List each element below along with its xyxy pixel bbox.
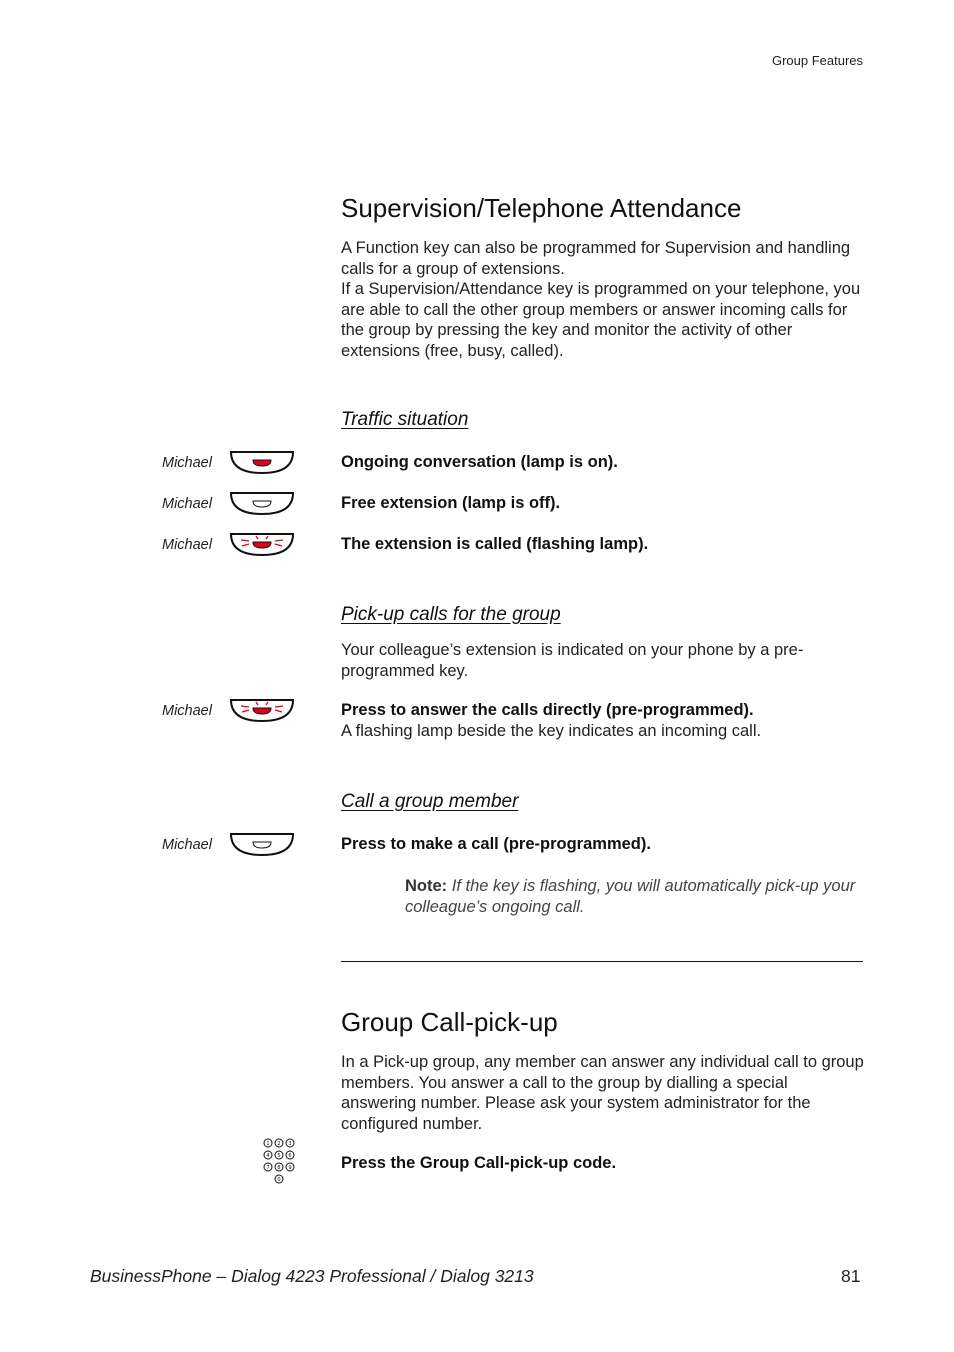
function-key-lamp-on-icon — [229, 449, 295, 475]
group-pickup-instruction: Press the Group Call-pick-up code. — [341, 1154, 617, 1172]
svg-text:3: 3 — [288, 1141, 292, 1147]
subheading-call-member: Call a group member — [341, 791, 519, 812]
key-label-michael: Michael — [162, 703, 212, 719]
key-label-michael: Michael — [162, 496, 212, 512]
key-label-michael: Michael — [162, 837, 212, 853]
traffic-text-called: The extension is called (flashing lamp). — [341, 535, 649, 553]
running-header: Group Features — [771, 53, 863, 68]
traffic-text-free: Free extension (lamp is off). — [341, 494, 561, 512]
svg-text:8: 8 — [277, 1165, 281, 1171]
section-title-supervision: Supervision/Telephone Attendance — [341, 193, 742, 223]
pickup-instruction: Press to answer the calls directly (pre-programmed). — [341, 701, 754, 719]
function-key-lamp-flashing-icon — [229, 697, 295, 723]
group-pickup-description: In a Pick-up group, any member can answer any individual call to group members. You answer a call to the group by dialling a special answering number. Please ask your system administrator for the configured number. — [341, 1053, 864, 1133]
call-member-instruction: Press to make a call (pre-programmed). — [341, 835, 651, 853]
supervision-description — [341, 238, 866, 361]
section-title-group-pickup: Group Call-pick-up — [341, 1007, 558, 1037]
note — [405, 876, 860, 917]
subheading-pickup-calls: Pick-up calls for the group — [341, 604, 561, 625]
key-label-michael: Michael — [162, 537, 212, 553]
note-text: If the key is flashing, you will automatically pick-up your colleague’s ongoing call. — [405, 877, 856, 916]
function-key-lamp-off-icon — [229, 831, 295, 857]
svg-text:1: 1 — [266, 1141, 270, 1147]
subheading-traffic-situation: Traffic situation — [341, 409, 469, 430]
footer-title: BusinessPhone – Dialog 4223 Professional / Dialog 3213 — [90, 1266, 534, 1286]
pickup-intro: Your colleague’s extension is indicated on your phone by a pre-programmed key. — [341, 641, 804, 680]
svg-text:0: 0 — [277, 1177, 281, 1183]
svg-text:7: 7 — [266, 1165, 270, 1171]
section-divider — [341, 961, 863, 962]
key-label-michael: Michael — [162, 455, 212, 471]
supervision-paragraph-2: If a Supervision/Attendance key is programmed on your telephone, you are able to call the other group members or answer incoming calls for the group by pressing the key and monitor the activity of other extensions (free, busy, called). — [341, 280, 861, 360]
svg-text:5: 5 — [277, 1153, 281, 1159]
svg-text:9: 9 — [288, 1165, 292, 1171]
supervision-paragraph-1: A Function key can also be programmed for Supervision and handling calls for a group of extensions. — [341, 239, 851, 278]
function-key-lamp-off-icon — [229, 490, 295, 516]
svg-text:2: 2 — [277, 1141, 281, 1147]
page-number: 81 — [841, 1266, 861, 1286]
note-label: Note: — [405, 877, 448, 895]
pickup-subtext: A flashing lamp beside the key indicates an incoming call. — [341, 722, 762, 740]
svg-text:4: 4 — [266, 1153, 270, 1159]
traffic-text-ongoing: Ongoing conversation (lamp is on). — [341, 453, 618, 471]
function-key-lamp-flashing-icon — [229, 531, 295, 557]
keypad-icon — [261, 1136, 297, 1186]
svg-text:6: 6 — [288, 1153, 292, 1159]
